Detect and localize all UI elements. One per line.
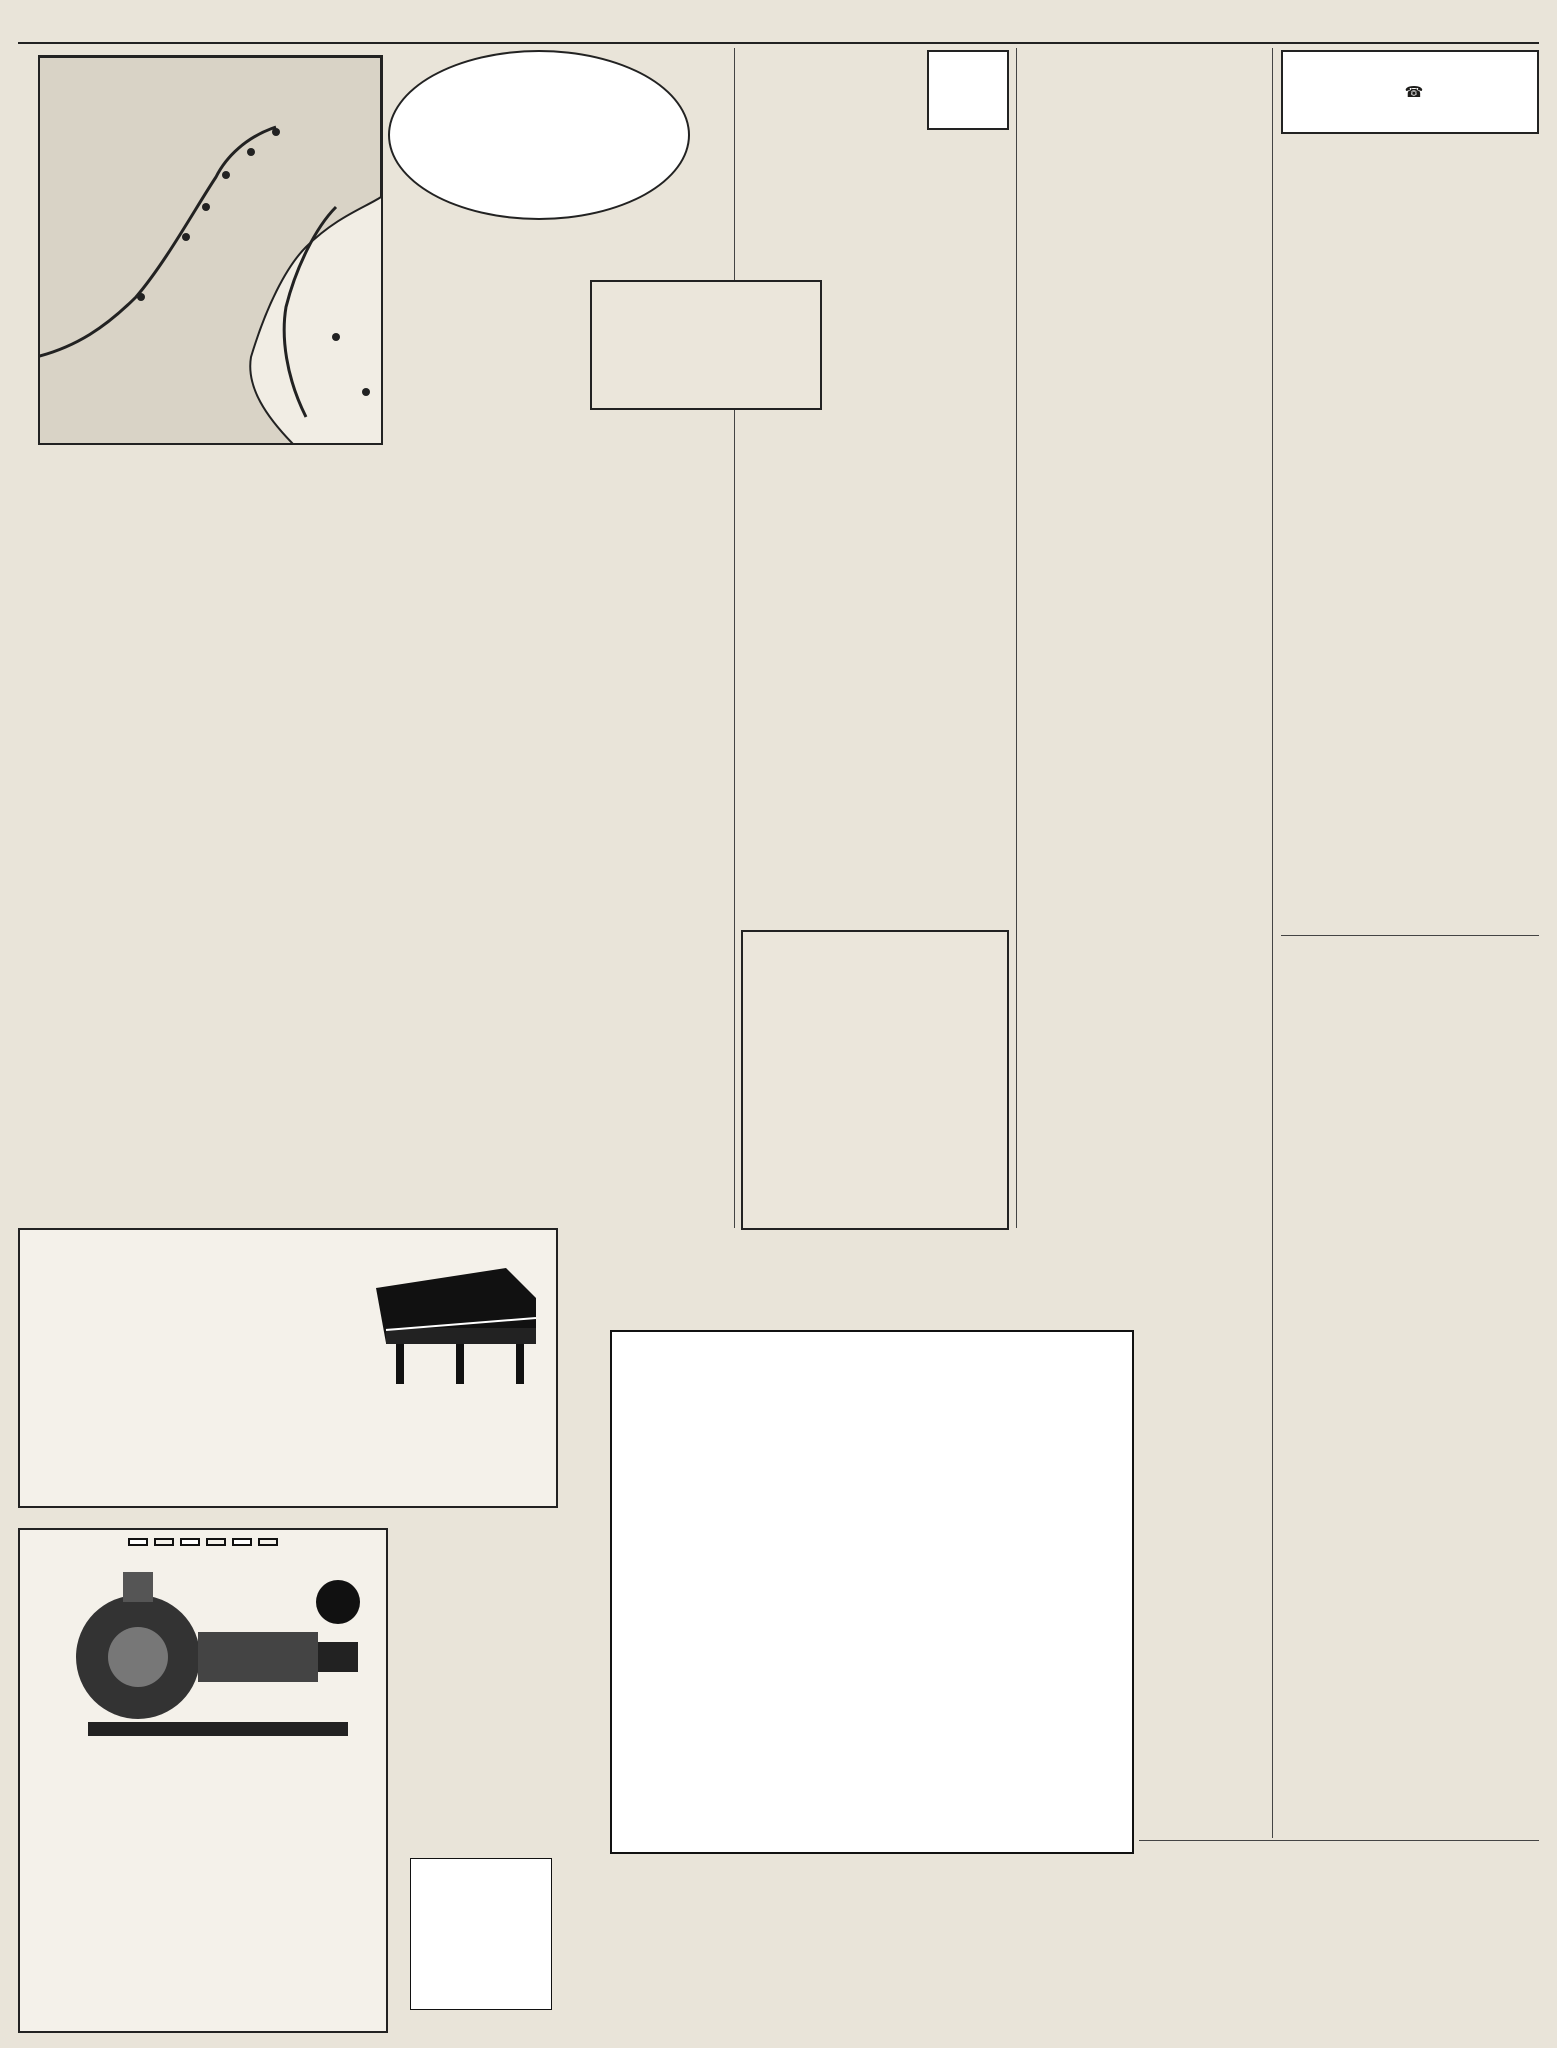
criticism-logo — [927, 50, 1009, 130]
ksb-letters — [28, 1538, 378, 1546]
ksb-letter — [128, 1538, 148, 1546]
ashno-column — [1281, 1340, 1539, 1840]
ksb-ad — [18, 1528, 388, 2033]
page-header — [18, 16, 1539, 44]
schimmel-ad — [18, 1228, 558, 1508]
solution-grid — [410, 1858, 552, 2010]
gulf-map — [38, 55, 383, 445]
across-clues — [1168, 1305, 1268, 1855]
column-rule — [1016, 48, 1017, 1228]
sheikh-continued-far-left — [18, 455, 193, 1215]
school-buffet-column — [1281, 940, 1539, 1330]
sheikh-intro-box — [590, 280, 822, 410]
map-drawing — [38, 57, 381, 445]
crossword-row-numbers — [1140, 1330, 1160, 1850]
sheikh-byline — [698, 120, 823, 240]
sheikh-continued-mid-left — [202, 455, 382, 1215]
crossword-grid — [610, 1330, 1134, 1854]
ksb-letter — [258, 1538, 278, 1546]
ksb-letter — [206, 1538, 226, 1546]
sadi-column — [1021, 50, 1261, 1230]
piano-icon — [356, 1248, 546, 1398]
column-rule — [1272, 48, 1273, 1838]
telephone-icon: ☎ — [1404, 83, 1424, 101]
divider — [1281, 935, 1539, 936]
down-clues — [600, 1860, 1290, 2040]
sheikh-column-right — [590, 420, 822, 1230]
sheikh-column-left — [388, 230, 583, 1230]
pump-icon — [28, 1562, 378, 1752]
sheikhdoms-title-oval — [388, 50, 690, 220]
phone-logo — [1281, 50, 1539, 134]
classified-visitor — [1407, 1846, 1539, 2036]
small-text-column — [398, 1528, 558, 1828]
ksb-letter — [154, 1538, 174, 1546]
ksb-letter — [180, 1538, 200, 1546]
ksb-letter — [232, 1538, 252, 1546]
